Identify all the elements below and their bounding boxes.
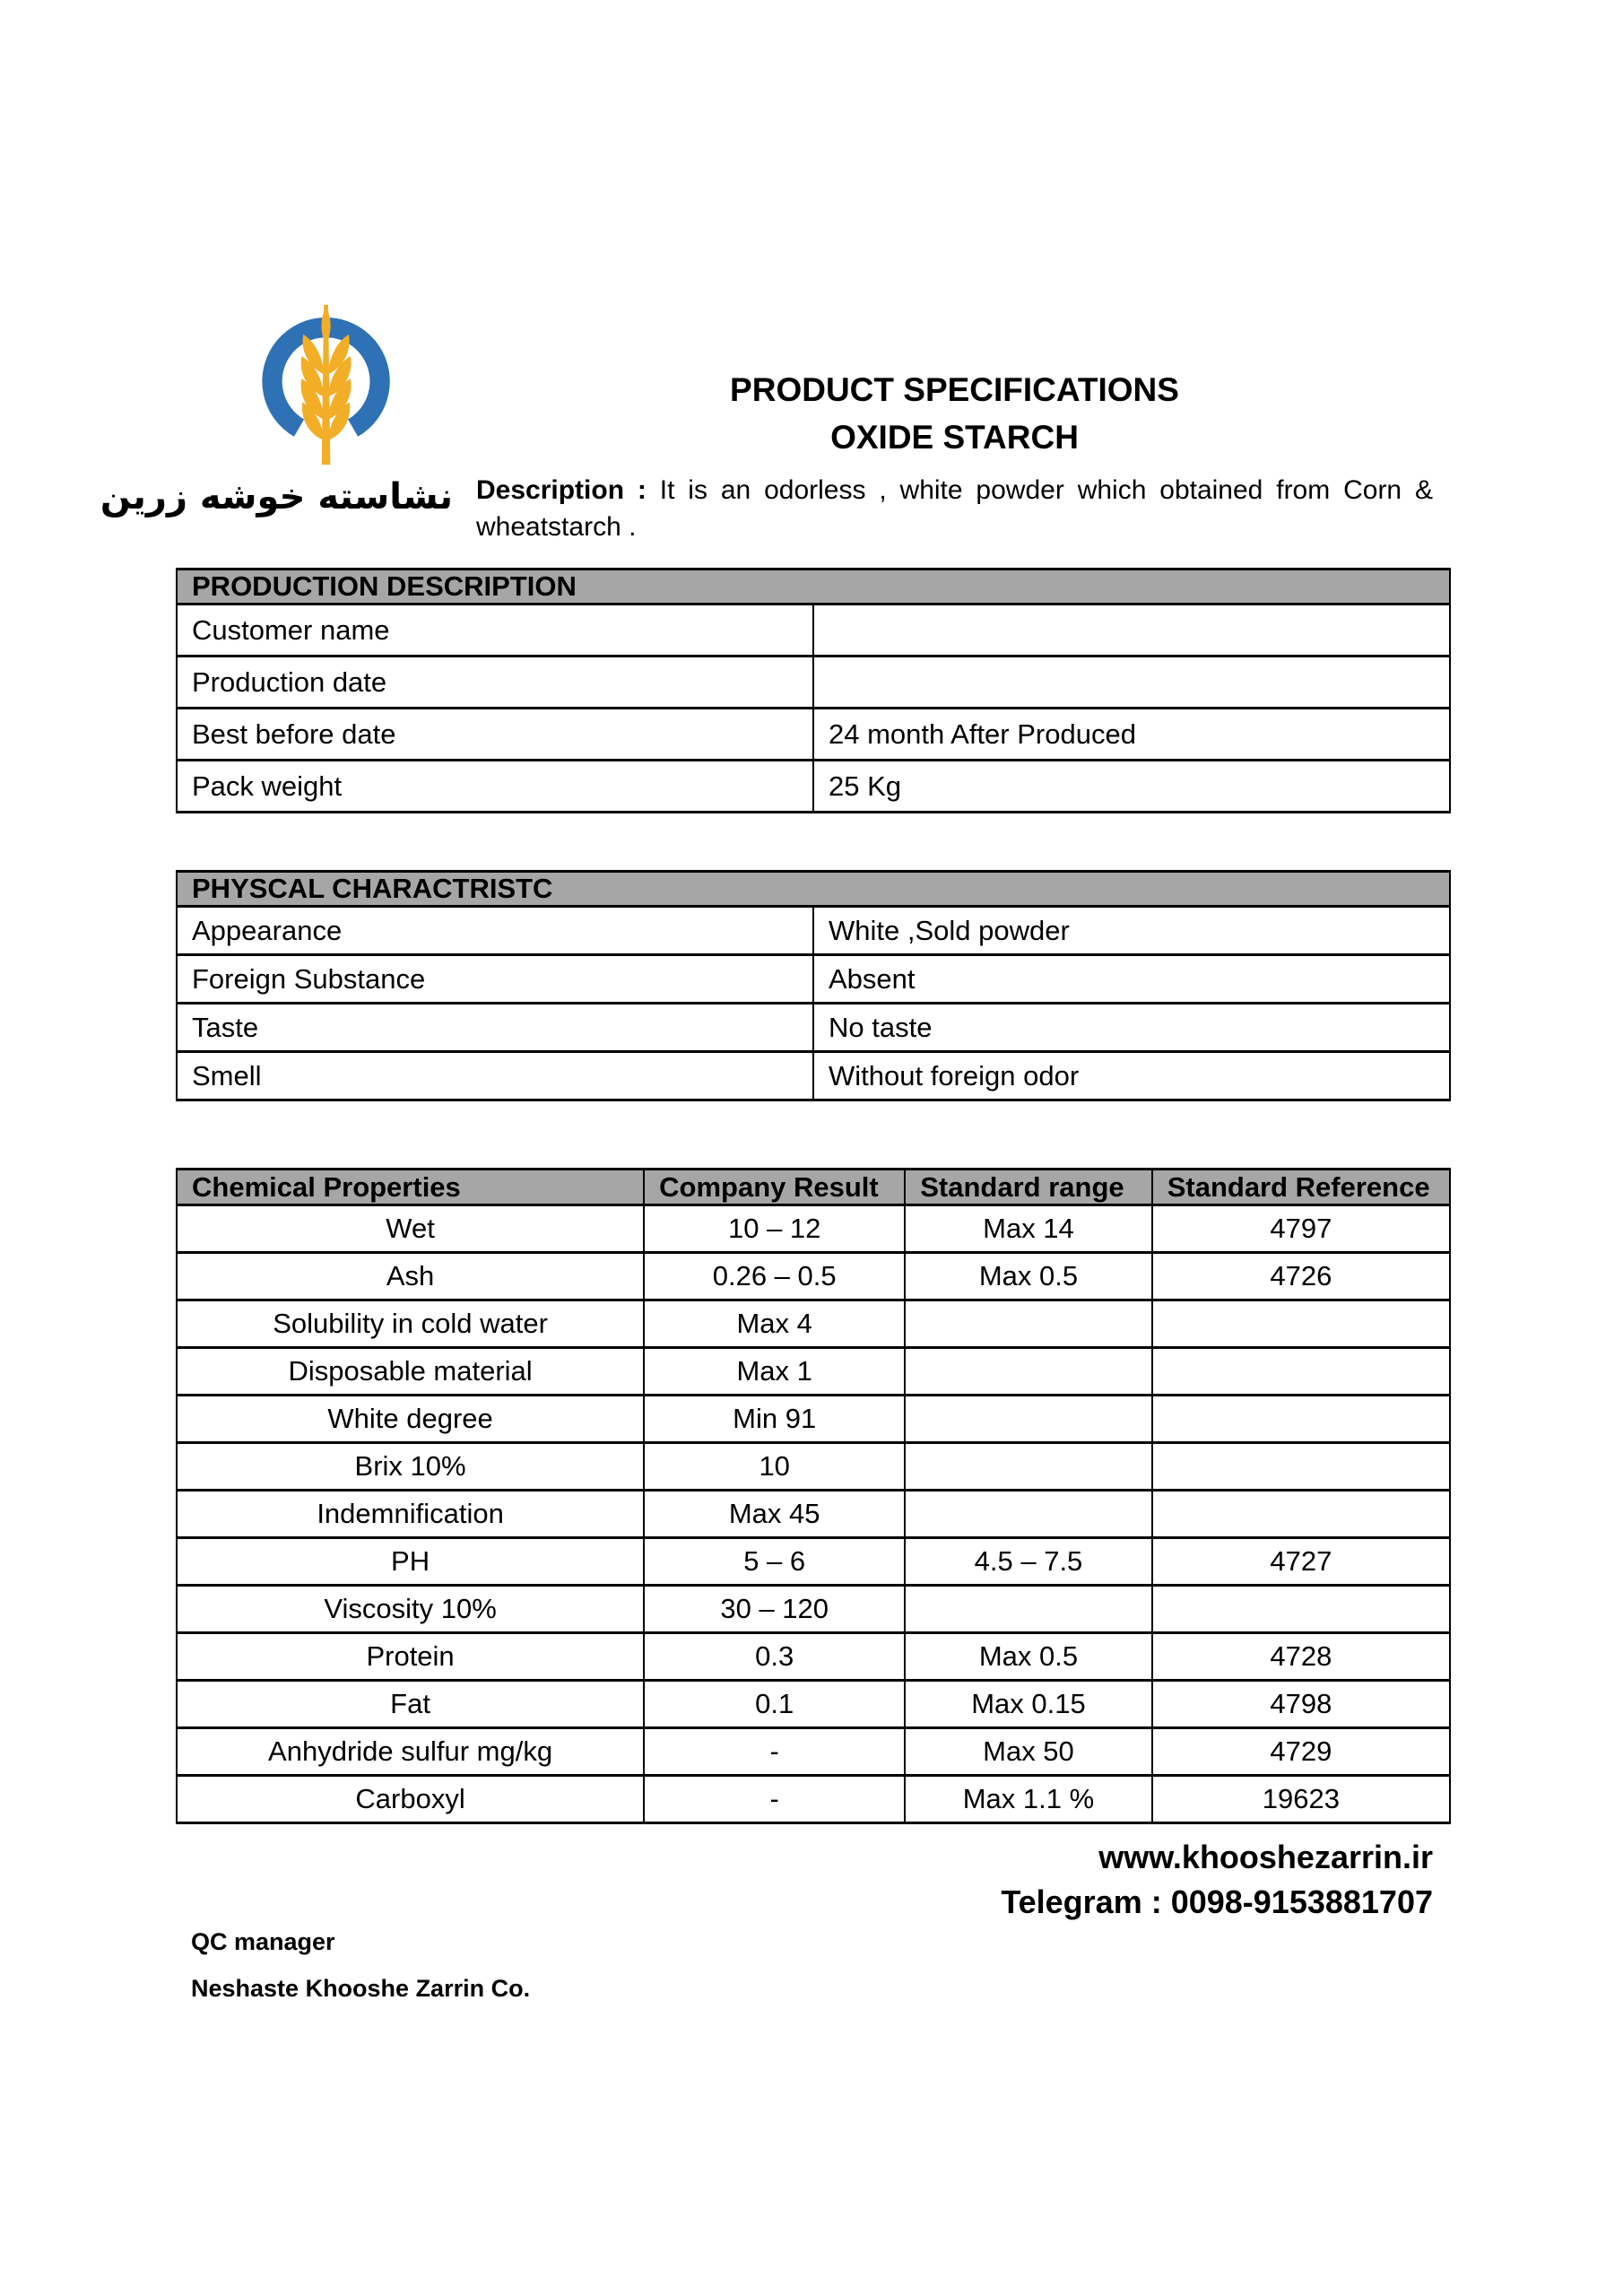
value-cell [1152, 1348, 1450, 1396]
value-cell [813, 604, 1450, 657]
table-row [177, 1300, 1450, 1348]
column-header-company-result: Company Result [644, 1170, 905, 1205]
table-row [177, 1586, 1450, 1633]
property-cell: Anhydride sulfur mg/kg [177, 1728, 644, 1776]
table-row [177, 1681, 1450, 1728]
value-cell [1152, 1443, 1450, 1491]
value-cell: 10 – 12 [644, 1205, 905, 1253]
value-cell [905, 1491, 1151, 1538]
table-row [177, 1728, 1450, 1776]
value-cell [813, 657, 1450, 709]
wheat-in-ring-logo-icon [258, 303, 397, 468]
property-cell: Wet [177, 1205, 644, 1253]
signature-block [191, 1926, 530, 2004]
value-cell: 5 – 6 [644, 1538, 905, 1586]
website-text: www.khooshezarrin.ir [1098, 1839, 1433, 1875]
property-cell: Customer name [177, 604, 813, 657]
table-header-row [177, 872, 1450, 907]
table-row [177, 1253, 1450, 1300]
column-header-standard-range: Standard range [905, 1170, 1151, 1205]
table-row [177, 1205, 1450, 1253]
property-cell: Best before date [177, 709, 813, 761]
property-cell: Disposable material [177, 1348, 644, 1396]
table-row [177, 1633, 1450, 1681]
property-cell: Smell [177, 1052, 813, 1100]
value-cell [1152, 1300, 1450, 1348]
value-cell: 4729 [1152, 1728, 1450, 1776]
description-label: Description : [476, 475, 647, 505]
value-cell: 19623 [1152, 1776, 1450, 1823]
value-cell: 4.5 – 7.5 [905, 1538, 1151, 1586]
value-cell: Max 0.5 [905, 1633, 1151, 1681]
production-description-header: PRODUCTION DESCRIPTION [177, 570, 1450, 604]
property-cell: Brix 10% [177, 1443, 644, 1491]
value-cell: 30 – 120 [644, 1586, 905, 1633]
value-cell: 0.3 [644, 1633, 905, 1681]
property-cell: Taste [177, 1004, 813, 1052]
table-row [177, 709, 1450, 761]
contact-block [1001, 1835, 1433, 1925]
column-header-standard-reference: Standard Reference [1152, 1170, 1450, 1205]
value-cell: 24 month After Produced [813, 709, 1450, 761]
value-cell: 25 Kg [813, 761, 1450, 813]
value-cell: Max 1.1 % [905, 1776, 1151, 1823]
table-row [177, 761, 1450, 813]
table-row [177, 1443, 1450, 1491]
property-cell: Indemnification [177, 1491, 644, 1538]
table-row [177, 907, 1450, 955]
table-row [177, 1538, 1450, 1586]
company-name-arabic: نشاسته خوشه زرین [100, 476, 453, 517]
chemical-properties-table [176, 1168, 1451, 1824]
value-cell: Max 4 [644, 1300, 905, 1348]
table-row [177, 1004, 1450, 1052]
value-cell [905, 1586, 1151, 1633]
page-subtitle: OXIDE STARCH [830, 419, 1079, 456]
value-cell [905, 1348, 1151, 1396]
value-cell: 4798 [1152, 1681, 1450, 1728]
value-cell: 4726 [1152, 1253, 1450, 1300]
table-header-row [177, 1170, 1450, 1205]
value-cell [905, 1396, 1151, 1443]
value-cell [1152, 1396, 1450, 1443]
product-description [476, 472, 1433, 545]
property-cell: PH [177, 1538, 644, 1586]
table-row [177, 1776, 1450, 1823]
table-row [177, 1348, 1450, 1396]
page-title: PRODUCT SPECIFICATIONS [730, 371, 1179, 408]
property-cell: Appearance [177, 907, 813, 955]
table-row [177, 604, 1450, 657]
value-cell: 10 [644, 1443, 905, 1491]
table-row [177, 657, 1450, 709]
property-cell: White degree [177, 1396, 644, 1443]
qc-manager-label: QC manager [191, 1928, 335, 1955]
value-cell: Min 91 [644, 1396, 905, 1443]
value-cell: 0.26 – 0.5 [644, 1253, 905, 1300]
property-cell: Fat [177, 1681, 644, 1728]
table-row [177, 1396, 1450, 1443]
value-cell: Absent [813, 955, 1450, 1004]
header-block [476, 366, 1433, 545]
table-row [177, 1491, 1450, 1538]
value-cell: Max 14 [905, 1205, 1151, 1253]
value-cell: 4797 [1152, 1205, 1450, 1253]
value-cell [1152, 1586, 1450, 1633]
physical-characteristics-table [176, 870, 1451, 1101]
value-cell: 4728 [1152, 1633, 1450, 1681]
value-cell: Max 45 [644, 1491, 905, 1538]
property-cell: Foreign Substance [177, 955, 813, 1004]
property-cell: Pack weight [177, 761, 813, 813]
property-cell: Protein [177, 1633, 644, 1681]
property-cell: Production date [177, 657, 813, 709]
table-row [177, 955, 1450, 1004]
table-row [177, 1052, 1450, 1100]
table-header-row [177, 570, 1450, 604]
value-cell [905, 1300, 1151, 1348]
value-cell: Without foreign odor [813, 1052, 1450, 1100]
value-cell: Max 1 [644, 1348, 905, 1396]
telegram-text: Telegram : 0098-9153881707 [1001, 1883, 1433, 1920]
description-text: It is an odorless , white powder which obtained from Corn & wheatstarch . [476, 475, 1433, 542]
physical-characteristics-header: PHYSCAL CHARACTRISTC [177, 872, 1450, 907]
property-cell: Viscosity 10% [177, 1586, 644, 1633]
value-cell: - [644, 1776, 905, 1823]
property-cell: Solubility in cold water [177, 1300, 644, 1348]
value-cell: Max 0.15 [905, 1681, 1151, 1728]
column-header-chemical-properties: Chemical Properties [177, 1170, 644, 1205]
value-cell [905, 1443, 1151, 1491]
value-cell: White ,Sold powder [813, 907, 1450, 955]
production-description-table [176, 568, 1451, 813]
value-cell: Max 50 [905, 1728, 1151, 1776]
company-name-english: Neshaste Khooshe Zarrin Co. [191, 1975, 531, 2002]
value-cell: Max 0.5 [905, 1253, 1151, 1300]
value-cell [1152, 1491, 1450, 1538]
value-cell: - [644, 1728, 905, 1776]
property-cell: Carboxyl [177, 1776, 644, 1823]
value-cell: No taste [813, 1004, 1450, 1052]
company-logo [100, 303, 453, 517]
property-cell: Ash [177, 1253, 644, 1300]
value-cell: 4727 [1152, 1538, 1450, 1586]
value-cell: 0.1 [644, 1681, 905, 1728]
